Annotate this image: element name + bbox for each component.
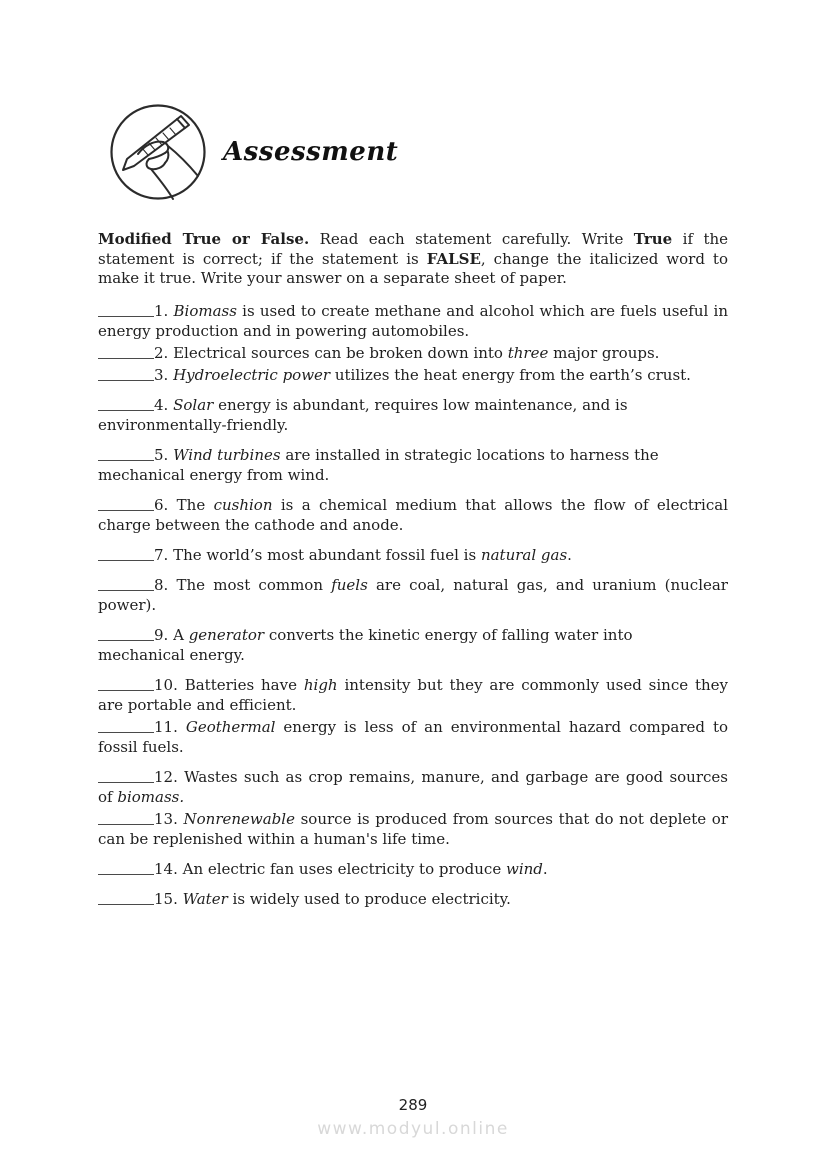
text-run: 9. A (154, 625, 189, 644)
question-item (98, 495, 728, 535)
bold-text: Modified True or False. (98, 230, 310, 248)
assessment-header (98, 102, 728, 202)
question-item (98, 625, 728, 665)
text-run: are installed in strategic locations to harness the (280, 445, 659, 464)
text-run: is used to create methane and alcohol which are fuels useful in energy production and in powering automobiles. (98, 301, 728, 340)
italic-term: Hydroelectric power (173, 365, 331, 384)
italic-term: generator (188, 625, 265, 644)
answer-blank (98, 586, 154, 591)
text-run: , change the italicized word to make it true. Write your answer on a separate sheet of paper. (98, 249, 728, 287)
text-run: is widely used to produce electricity. (227, 889, 511, 908)
text-run: energy is less of an environmental hazard compared to fossil fuels. (98, 717, 729, 756)
page-title: Assessment (223, 137, 399, 167)
question-item (98, 859, 728, 879)
answer-blank (98, 376, 154, 381)
instructions-paragraph (98, 230, 728, 289)
answer-blank (98, 556, 154, 561)
text-run: 15. (154, 889, 183, 908)
answer-blank (98, 778, 154, 783)
page-footer (0, 1096, 826, 1139)
text-run: 12. Wastes such as crop remains, manure, and garbage are good sources of (98, 767, 728, 806)
italic-term: high (303, 675, 338, 694)
text-run: 8. The most common (154, 575, 332, 594)
questions-list (98, 301, 728, 909)
italic-term: Solar (173, 395, 214, 414)
italic-term: Water (182, 889, 228, 908)
answer-blank (98, 820, 154, 825)
question-item (98, 343, 728, 363)
text-run: . (567, 545, 572, 564)
italic-term: cushion (213, 495, 273, 514)
question-item (98, 717, 728, 757)
text-run: environmentally-friendly. (98, 415, 289, 434)
question-item (98, 545, 728, 565)
text-run: 7. The world’s most abundant fossil fuel is (154, 545, 481, 564)
answer-blank (98, 406, 154, 411)
watermark-text: www.modyul.online (317, 1119, 509, 1139)
text-run: 10. Batteries have (154, 675, 304, 694)
text-run: 3. (154, 365, 174, 384)
italic-term: fuels (331, 575, 368, 594)
question-item (98, 809, 728, 849)
answer-blank (98, 870, 154, 875)
text-run: 5. (154, 445, 174, 464)
text-run: source is produced from sources that do not deplete or can be replenished within a human's life time. (98, 809, 729, 848)
question-item (98, 445, 728, 485)
italic-term: Wind turbines (173, 445, 281, 464)
text-run: 1. (154, 301, 174, 320)
question-item (98, 767, 728, 807)
text-run: 2. Electrical sources can be broken down into (154, 343, 508, 362)
italic-term: three (507, 343, 549, 362)
text-run: energy is abundant, requires low maintenance, and is (213, 395, 628, 414)
text-run: Read each statement carefully. Write (309, 230, 634, 248)
answer-blank (98, 636, 154, 641)
text-run: are coal, natural gas, and uranium (nuclear power). (98, 575, 728, 614)
italic-term: biomass. (117, 787, 185, 806)
page-number: 289 (398, 1096, 428, 1114)
italic-term: natural gas (480, 545, 568, 564)
answer-blank (98, 506, 154, 511)
text-run: converts the kinetic energy of falling water into (264, 625, 633, 644)
text-run: utilizes the heat energy from the earth’s crust. (330, 365, 691, 384)
answer-blank (98, 456, 154, 461)
question-item (98, 365, 728, 385)
italic-term: Nonrenewable (183, 809, 295, 828)
answer-blank (98, 354, 154, 359)
question-item (98, 889, 728, 909)
italic-term: Biomass (173, 301, 237, 320)
text-run: mechanical energy. (98, 645, 245, 664)
text-run: mechanical energy from wind. (98, 465, 330, 484)
answer-blank (98, 900, 154, 905)
text-run: major groups. (548, 343, 660, 362)
italic-term: Geothermal (185, 717, 276, 736)
answer-blank (98, 686, 154, 691)
text-run: 4. (154, 395, 174, 414)
italic-term: wind (505, 859, 543, 878)
answer-blank (98, 728, 154, 733)
text-run: . (542, 859, 548, 878)
question-item (98, 395, 728, 435)
answer-blank (98, 312, 154, 317)
page-content (98, 0, 728, 909)
text-run: 13. (154, 809, 184, 828)
text-run: 14. An electric fan uses electricity to produce (154, 859, 506, 878)
text-run: 11. (154, 717, 186, 736)
bold-text: True (633, 230, 673, 248)
text-run: intensity but they are commonly used since they are portable and efficient. (98, 675, 729, 714)
question-item (98, 301, 728, 341)
text-run: 6. The (154, 495, 214, 514)
question-item (98, 675, 728, 715)
question-item (98, 575, 728, 615)
text-run: is a chemical medium that allows the flow of electrical charge between the cathode and anode. (98, 495, 728, 534)
text-run: if the statement is correct; if the statement is (98, 230, 729, 268)
bold-text: FALSE (426, 249, 481, 268)
hand-writing-pen-icon (108, 102, 208, 202)
